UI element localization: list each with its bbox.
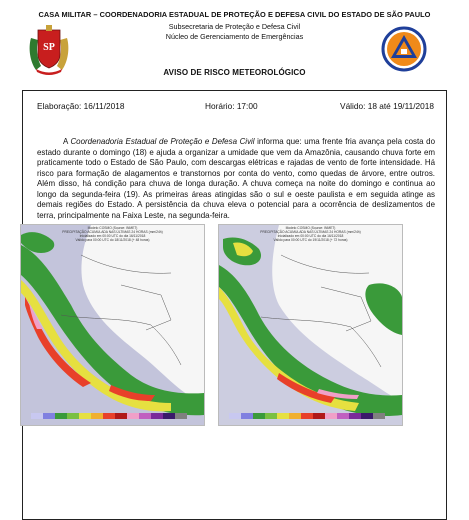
validity-period: Válido: 18 até 19/11/2018 [340,101,434,111]
civil-defense-triangle-icon [381,26,427,72]
map-caption: Modelo COSMO (Source: INMET) PRECIPITAÇÃO ACUMULADA NAS ÚLTIMAS 24 HORAS (mm/24h) Inicializado em 00:00 UTC do dia 16/11/2018 Válido para 00:00 UTC do 19/11/2018 (+ 72 horas) [260,226,361,242]
precipitation-map-72h [218,224,403,426]
map-caption: Modelo COSMO (Source: INMET) PRECIPITAÇÃO ACUMULADA NAS ÚLTIMAS 24 HORAS (mm/24h) Inicializado em 00:00 UTC do dia 16/11/2018 Válido para 00:00 UTC do 18/11/2018 (+ 48 horas) [62,226,163,242]
issue-time: Horário: 17:00 [205,101,258,111]
header-subsecretaria: Subsecretaria de Proteção e Defesa Civil [168,22,301,31]
elaboration-date: Elaboração: 16/11/2018 [37,101,125,111]
document-title: AVISO DE RISCO METEOROLÓGICO [163,68,306,77]
bulletin-text: A Coordenadoria Estadual de Proteção e Defesa Civil informa que: uma frente fria avança pela costa do estado durante o domingo (18) e ajuda a organizar a umidade que vem da Amazônia, causando chuva forte em praticamente todo o Estado de São Paulo, com descargas elétricas e rajadas de vento de forte intensidade. Há risco para formação de alagamentos e transtornos por conta do vento, como quedas de árvore, entre outros. Além disso, há condição para chuva de longa duração. A chuva começa na noite do domingo e continua ao longo da segunda-feira (19). As primeiras áreas atingidas são o sul e oeste paulista e em seguida atinge as demais regiões do Estado. A persistência da chuva eleva o potencial para a ocorrência de deslizamentos de terra, principalmente na Faixa Leste, na segunda-feira. [37,137,435,220]
agency-name: Coordenadoria Estadual de Proteção e Defesa Civil [70,137,255,146]
header-agency-line: CASA MILITAR – COORDENADORIA ESTADUAL DE PROTEÇÃO E DEFESA CIVIL DO ESTADO DE SÃO PAULO [38,10,431,19]
header-nucleo: Núcleo de Gerenciamento de Emergências [165,32,304,41]
sp-logo-text: SP [43,42,55,53]
precipitation-map-48h [20,224,205,426]
